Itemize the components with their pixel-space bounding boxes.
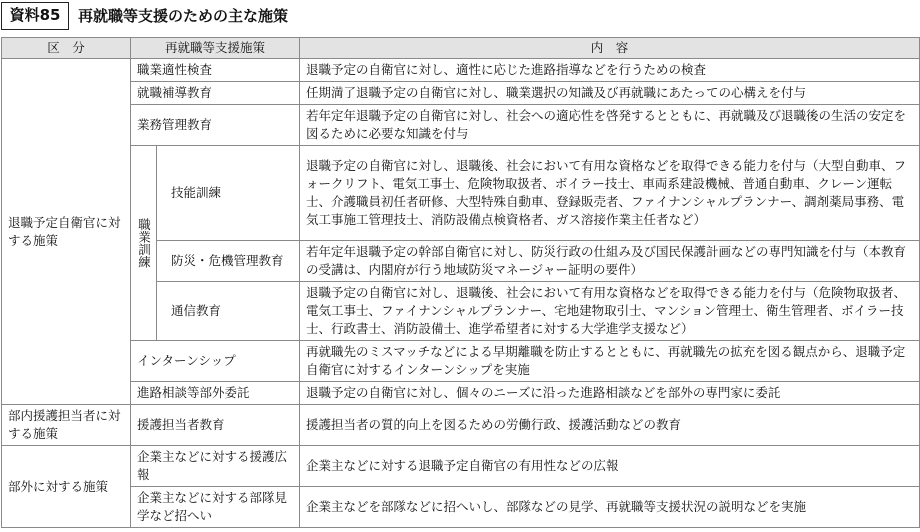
table-row: [2, 446, 920, 487]
content-cell: 企業主などを部隊などに招へいし、部隊などの見学、再就職等支援状況の説明などを実施: [300, 487, 920, 528]
content-cell: 再就職先のミスマッチなどによる早期離職を防止するとともに、再就職先の拡充を図る観点から、退職予定自衛官に対するインターンシップを実施: [300, 341, 920, 382]
table-row: [2, 405, 920, 446]
category-support-staff: 部内援護担当者に対する施策: [2, 405, 131, 446]
table-row: [2, 59, 920, 82]
content-cell: 退職予定の自衛官に対し、適性に応じた進路指導などを行うための検査: [300, 59, 920, 82]
measure-cell: 業務管理教育: [131, 105, 300, 146]
vocational-training-group: 職業訓練: [131, 146, 157, 341]
table-row: [2, 382, 920, 405]
category-retiring: 退職予定自衛官に対する施策: [2, 59, 131, 405]
measure-cell: 技能訓練: [157, 146, 300, 241]
page-title: 再就職等支援のための主な施策: [78, 7, 289, 25]
table-row: [2, 82, 920, 105]
table-header-row: [2, 38, 920, 59]
measure-cell: インターンシップ: [131, 341, 300, 382]
table-row: [2, 341, 920, 382]
content-cell: 退職予定の自衛官に対し、個々のニーズに沿った進路相談などを部外の専門家に委託: [300, 382, 920, 405]
measure-cell: 企業主などに対する部隊見学など招へい: [131, 487, 300, 528]
header-content: 内 容: [300, 38, 920, 59]
content-cell: 退職予定の自衛官に対し、退職後、社会において有用な資格などを取得できる能力を付与（危険物取扱者、電気工事士、ファイナンシャルプランナー、宅地建物取引士、マンション管理士、衛生管理者、ボイラー技士、行政書士、消防設備士、進学希望者に対する大学進学支援など）: [300, 282, 920, 341]
header-measure: 再就職等支援施策: [131, 38, 300, 59]
content-cell: 企業主などに対する退職予定自衛官の有用性などの広報: [300, 446, 920, 487]
document-number-badge: 資料85: [1, 2, 69, 30]
measures-table: [1, 37, 920, 528]
content-cell: 援護担当者の質的向上を図るための労働行政、援護活動などの教育: [300, 405, 920, 446]
category-external: 部外に対する施策: [2, 446, 131, 528]
table-row: [2, 146, 920, 241]
header-category: 区 分: [2, 38, 131, 59]
measure-cell: 進路相談等部外委託: [131, 382, 300, 405]
content-cell: 若年定年退職予定の幹部自衛官に対し、防災行政の仕組み及び国民保護計画などの専門知識を付与（本教育の受講は、内閣府が行う地域防災マネージャー証明の要件）: [300, 241, 920, 282]
measure-cell: 通信教育: [157, 282, 300, 341]
title-row: [0, 0, 920, 34]
measure-cell: 企業主などに対する援護広報: [131, 446, 300, 487]
content-cell: 若年定年退職予定の自衛官に対し、社会への適応性を啓発するとともに、再就職及び退職後の生活の安定を図るために必要な知識を付与: [300, 105, 920, 146]
content-cell: 退職予定の自衛官に対し、退職後、社会において有用な資格などを取得できる能力を付与（大型自動車、フォークリフト、電気工事士、危険物取扱者、ボイラー技士、車両系建設機械、普通自動車、クレーン運転士、介護職員初任者研修、大型特殊自動車、登録販売者、ファイナンシャルプランナー、調剤薬局事務、電気工事施工管理技士、消防設備点検資格者、ガス溶接作業主任者など）: [300, 146, 920, 241]
measure-cell: 就職補導教育: [131, 82, 300, 105]
measure-cell: 職業適性検査: [131, 59, 300, 82]
table-row: [2, 487, 920, 528]
content-cell: 任期満了退職予定の自衛官に対し、職業選択の知識及び再就職にあたっての心構えを付与: [300, 82, 920, 105]
measure-cell: 防災・危機管理教育: [157, 241, 300, 282]
table-row: [2, 105, 920, 146]
measure-cell: 援護担当者教育: [131, 405, 300, 446]
